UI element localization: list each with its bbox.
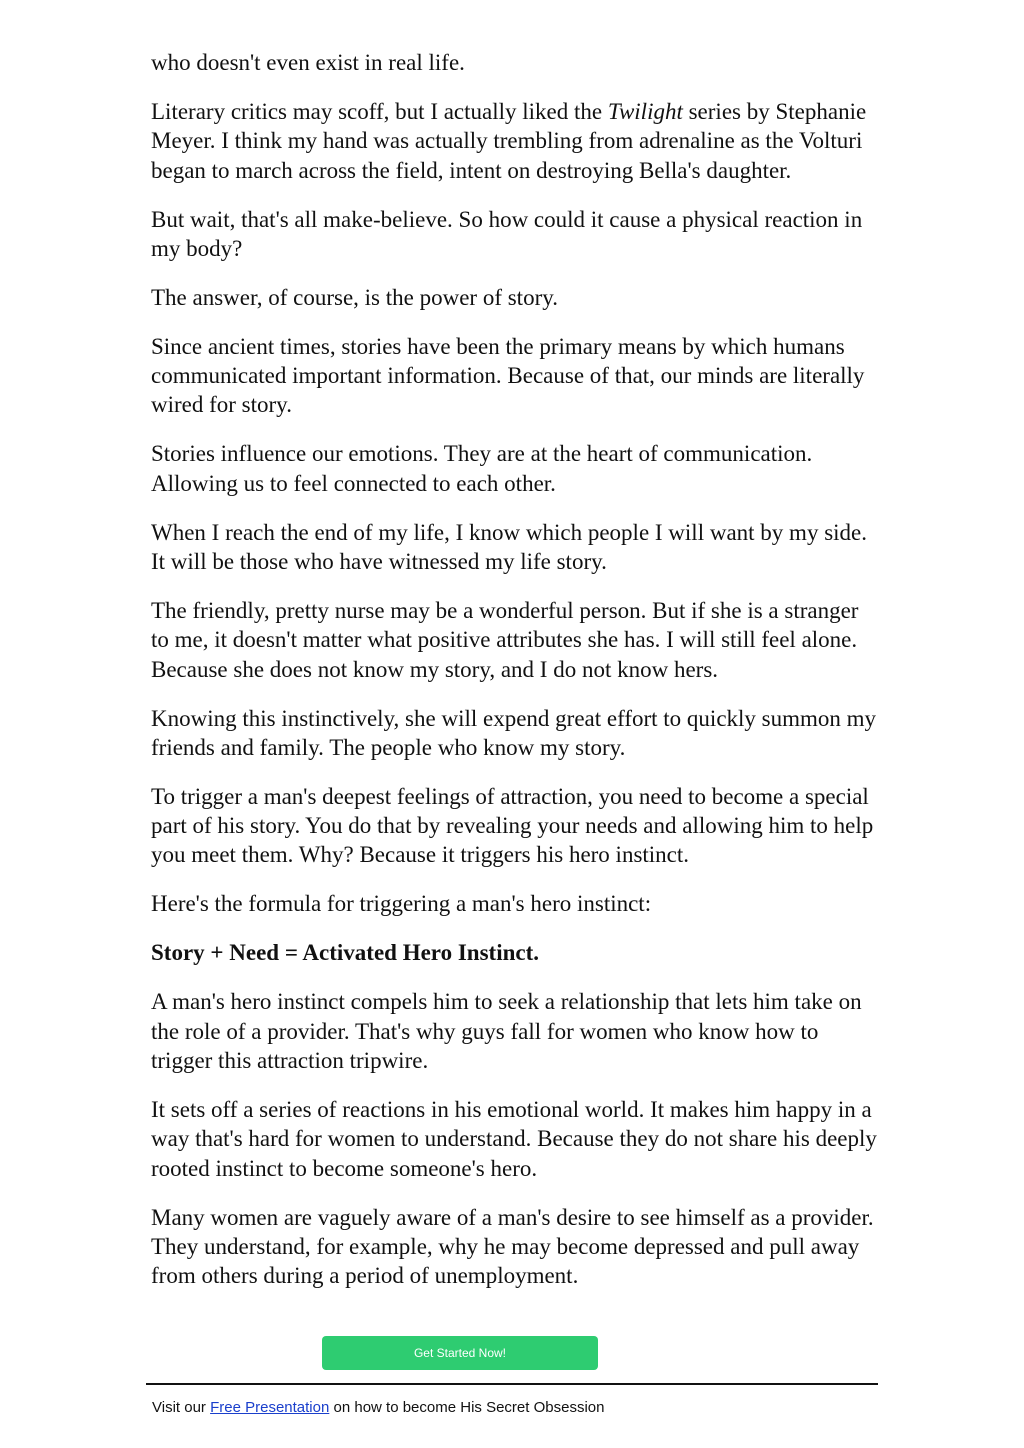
paragraph: Since ancient times, stories have been the primary means by which humans communicated important information. Because of that, our minds are literally wired for story. [151, 333, 865, 418]
paragraph [151, 97, 881, 185]
paragraph: A man's hero instinct compels him to seek a relationship that lets him take on the role of a provider. That's why guys fall for women who know how to trigger this attraction tripwire. [151, 989, 862, 1073]
paragraph: Many women are vaguely aware of a man's desire to see himself as a provider. They understand, for example, why he may become depressed and pull away from others during a period of unemployment. [151, 1204, 874, 1289]
book-title: Twilight [607, 98, 683, 124]
paragraph: Stories influence our emotions. They are at the heart of communication. Allowing us to feel connected to each other. [151, 441, 813, 496]
paragraph: Knowing this instinctively, she will expend great effort to quickly summon my friends and family. The people who know my story. [151, 705, 877, 760]
paragraph-text: series by Stephanie Meyer. I think my hand was actually trembling from adrenaline as the Volturi began to march across the field, intent on destroying Bella's daughter. [151, 98, 867, 183]
paragraph: Here's the formula for triggering a man's hero instinct: [151, 891, 652, 917]
footer-suffix: on how to become His Secret Obsession [329, 1399, 605, 1416]
footer [152, 1398, 604, 1418]
paragraph: It sets off a series of reactions in his emotional world. It makes him happy in a way that's hard for women to understand. Because they do not share his deeply rooted instinct to become someone's hero. [151, 1096, 877, 1181]
footer-divider [146, 1383, 878, 1385]
paragraph: But wait, that's all make-believe. So how could it cause a physical reaction in my body? [151, 206, 863, 261]
cta-container [322, 1336, 598, 1370]
paragraph: When I reach the end of my life, I know which people I will want by my side. It will be those who have witnessed my life story. [151, 519, 867, 574]
get-started-button[interactable]: Get Started Now! [322, 1336, 598, 1370]
free-presentation-link[interactable]: Free Presentation [210, 1399, 330, 1416]
formula-heading: Story + Need = Activated Hero Instinct. [151, 940, 539, 966]
paragraph: To trigger a man's deepest feelings of attraction, you need to become a special part of his story. You do that by revealing your needs and allowing him to help you meet them. Why? Because it triggers his hero instinct. [151, 783, 874, 868]
paragraph-text: Literary critics may scoff, but I actually liked the [151, 98, 608, 124]
article-body [151, 48, 881, 1310]
paragraph: The friendly, pretty nurse may be a wonderful person. But if she is a stranger to me, it doesn't matter what positive attributes she has. I will still feel alone. Because she does not know my story, and I do not know hers. [151, 597, 859, 682]
paragraph: The answer, of course, is the power of story. [151, 284, 558, 310]
paragraph: who doesn't even exist in real life. [151, 50, 465, 75]
footer-prefix: Visit our [152, 1399, 211, 1416]
